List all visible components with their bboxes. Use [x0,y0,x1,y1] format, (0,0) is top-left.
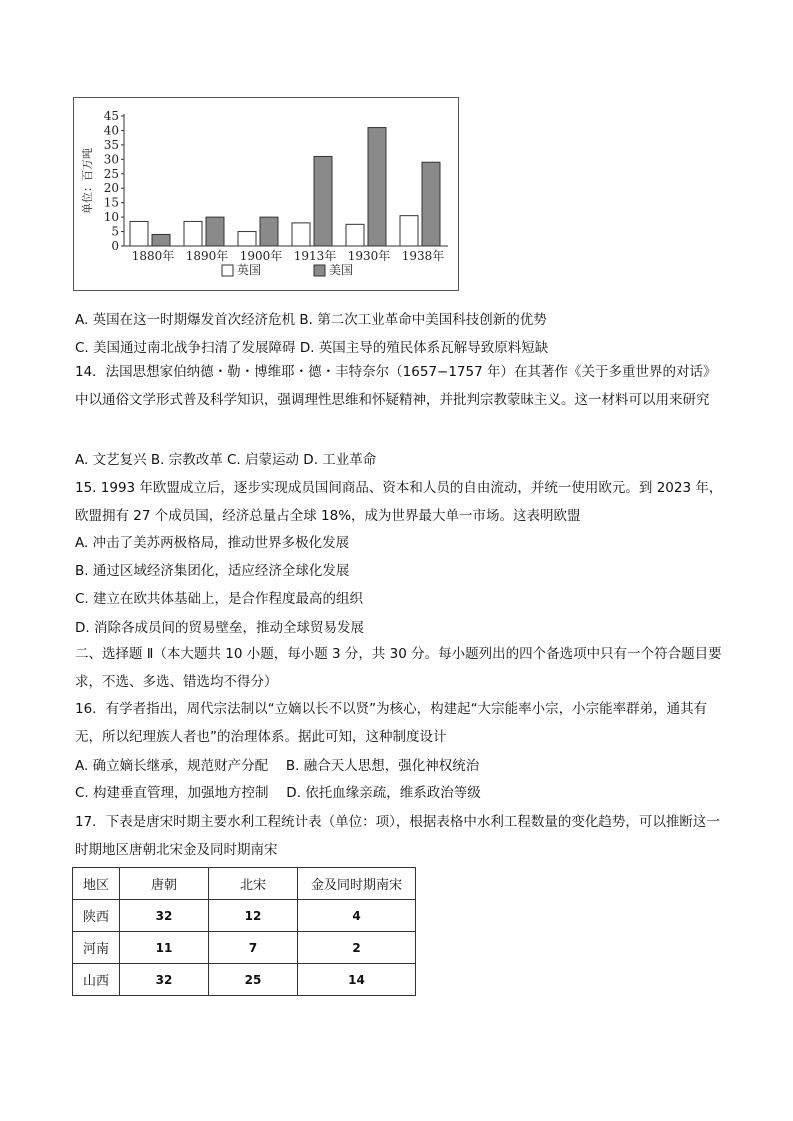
x-tick-label: 1930年 [347,249,391,263]
chart-svg [74,98,458,290]
y-tick-label: 40 [103,123,119,138]
q13-option-d[interactable]: D. 英国主导的殖民体系瓦解导致原料短缺 [299,340,549,356]
y-tick-label: 0 [111,239,119,253]
q16-options-cd[interactable]: C. 构建垂直管理，加强地方控制 D. 依托血缘亲疏，维系政治等级 [75,785,481,801]
table-cell: 11 [120,932,209,964]
q16-options-ab[interactable]: A. 确立嫡长继承，规范财产分配 B. 融合天人思想，强化神权统治 [75,758,480,774]
q14-options[interactable]: A. 文艺复兴 B. 宗教改革 C. 启蒙运动 D. 工业革命 [75,452,377,468]
section-2-heading: 二、选择题 Ⅱ（本大题共 10 小题，每小题 3 分，共 30 分。每小题列出的四个备选项中只有一个符合题目要求，不选、多选、错选均不得分） [75,646,722,690]
table-header-cell: 北宋 [209,868,298,900]
y-tick-label: 45 [103,109,119,123]
q13-option-b[interactable]: B. 第二次工业革命中美国科技创新的优势 [299,312,547,328]
bar-uk [130,221,148,246]
table-cell: 2 [298,932,416,964]
bar-us [368,128,386,246]
q14-stem: 14．法国思想家伯纳德・勒・博维耶・德・丰特奈尔（1657−1757 年）在其著作《关于多重世界的对话》中以通俗文学形式普及科学知识，强调理性思维和怀疑精神，并批判宗教蒙昧主义。这一材料可以用来研究 [75,364,717,408]
bar-us [152,234,170,246]
q13-options-row2 [75,339,548,357]
table-row [73,964,416,996]
y-tick-label: 10 [103,210,119,225]
x-tick-label: 1890年 [185,249,229,263]
bar-us [260,217,278,246]
table-cell: 河南 [73,932,120,964]
legend-label: 美国 [329,263,354,277]
y-tick-label: 30 [103,152,119,167]
table-cell: 14 [298,964,416,996]
table-cell: 12 [209,900,298,932]
q15-option-c[interactable]: C. 建立在欧共体基础上，是合作程度最高的组织 [75,591,364,607]
table-header-cell: 金及同时期南宋 [298,868,416,900]
q17-stem: 17．下表是唐宋时期主要水利工程统计表（单位：项），根据表格中水利工程数量的变化趋势，可以推断这一时期地区唐朝北宋金及同时期南宋 [75,814,720,858]
bar-chart [73,97,459,291]
table-row [73,932,416,964]
legend-swatch [222,265,233,276]
table-cell: 陕西 [73,900,120,932]
q15-option-b[interactable]: B. 通过区域经济集团化，适应经济全球化发展 [75,563,350,579]
bar-us [422,162,440,246]
q16-stem: 16．有学者指出，周代宗法制以“立嫡以长不以贤”为核心，构建起“大宗能率小宗，小宗能率群弟，通其有无，所以纪理族人者也”的治理体系。据此可知，这种制度设计 [75,701,708,745]
q13-options-row1 [75,311,547,329]
table-header-cell: 唐朝 [120,868,209,900]
q17-table [72,867,416,996]
q13-option-a[interactable]: A. 英国在这一时期爆发首次经济危机 [75,312,296,328]
bar-us [206,217,224,246]
bar-uk [238,232,256,246]
q15-option-d[interactable]: D. 消除各成员间的贸易壁垒，推动全球贸易发展 [75,620,364,636]
y-tick-label: 15 [103,195,119,210]
y-axis-label: 单位：百万吨 [81,148,94,214]
table-header-row [73,868,416,900]
table-cell: 山西 [73,964,120,996]
bar-uk [292,223,310,246]
x-tick-label: 1913年 [293,249,337,263]
bar-uk [184,221,202,246]
legend-label: 英国 [237,263,262,277]
table-cell: 25 [209,964,298,996]
q15-option-a[interactable]: A. 冲击了美苏两极格局，推动世界多极化发展 [75,535,350,551]
table-cell: 7 [209,932,298,964]
y-tick-label: 20 [103,181,119,196]
bar-uk [400,216,418,246]
x-tick-label: 1900年 [239,249,283,263]
table-cell: 32 [120,964,209,996]
table-row [73,900,416,932]
y-tick-label: 25 [103,166,119,181]
table-header-cell: 地区 [73,868,120,900]
table-cell: 4 [298,900,416,932]
q13-option-c[interactable]: C. 美国通过南北战争扫清了发展障碍 [75,340,296,356]
q15-stem: 15. 1993 年欧盟成立后，逐步实现成员国间商品、资本和人员的自由流动，并统一使用欧元。到 2023 年，欧盟拥有 27 个成员国，经济总量占全球 18%，成为世界最大单一市场。这表明欧盟 [75,480,723,524]
legend-swatch [314,265,325,276]
y-tick-label: 35 [103,137,119,152]
y-tick-label: 5 [111,224,119,239]
x-tick-label: 1938年 [401,249,445,263]
table-cell: 32 [120,900,209,932]
bar-us [314,156,332,246]
x-tick-label: 1880年 [131,249,175,263]
bar-uk [346,224,364,246]
